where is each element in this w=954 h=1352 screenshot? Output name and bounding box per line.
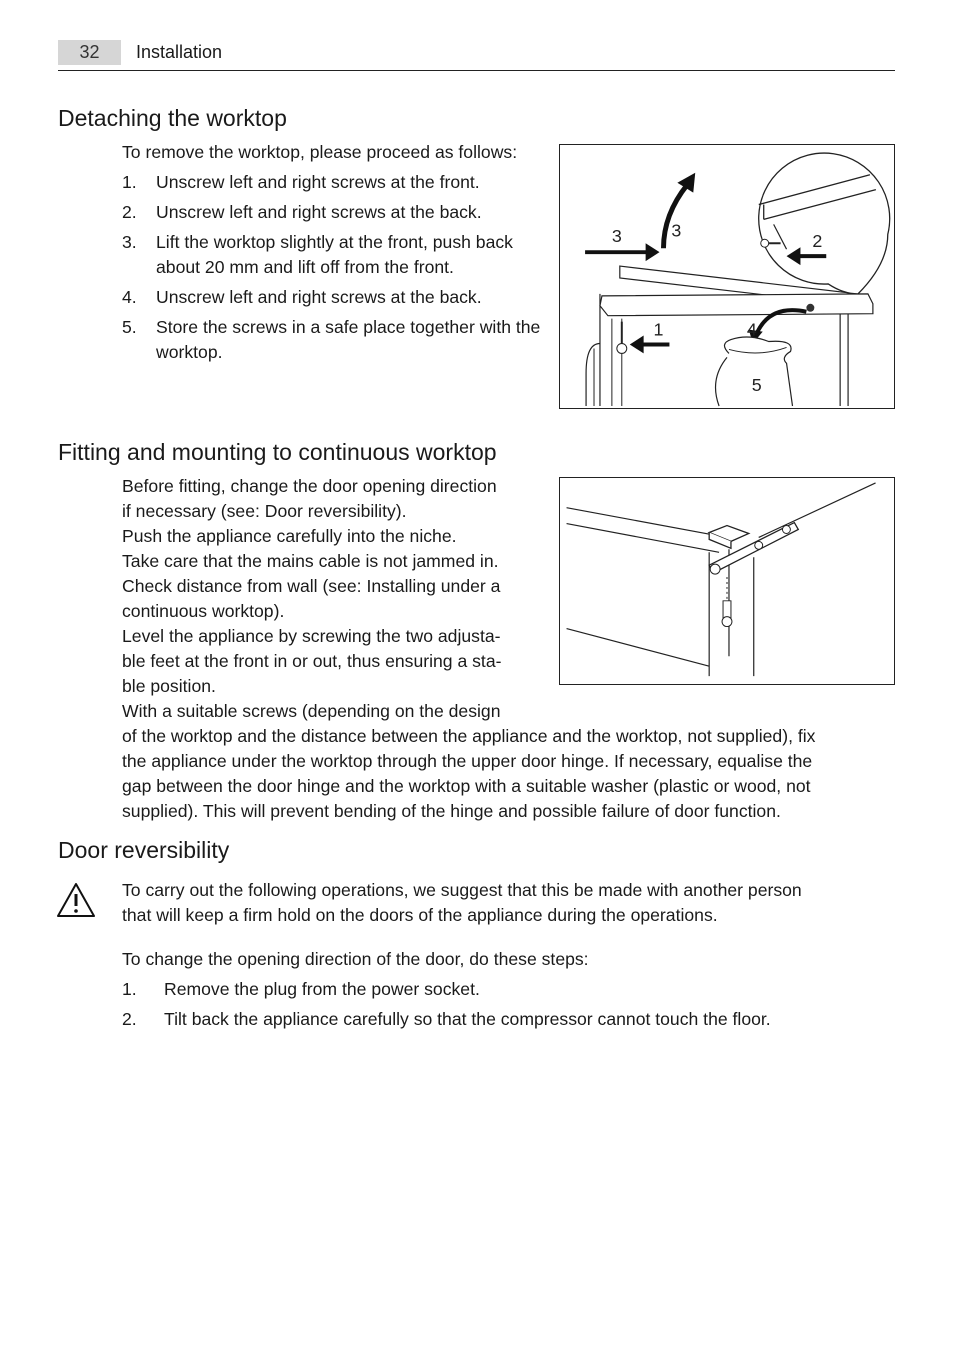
- list-item: [122, 315, 552, 365]
- figure-label-4: 4: [746, 319, 757, 340]
- figure-label-5: 5: [751, 375, 762, 396]
- list-item: [122, 230, 552, 280]
- fitting-line: Push the appliance carefully into the niche.: [122, 526, 457, 546]
- fitting-line: the appliance under the worktop through the upper door hinge. If necessary, equalise the: [122, 751, 813, 771]
- step-text: Unscrew left and right screws at the back.: [156, 287, 482, 307]
- fitting-line: supplied). This will prevent bending of the hinge and possible failure of door function.: [122, 801, 781, 821]
- step-number: 5.: [122, 317, 137, 337]
- door-steps: [122, 977, 892, 1037]
- fitting-line: With a suitable screws (depending on the design: [122, 701, 501, 721]
- detaching-steps: [122, 170, 552, 370]
- step-text: Remove the plug from the power socket.: [164, 979, 480, 999]
- figure-label-3a: 3: [611, 226, 622, 247]
- fitting-line: ble position.: [122, 676, 216, 696]
- step-text: Store the screws in a safe place together with the worktop.: [156, 317, 541, 362]
- fitting-line: Level the appliance by screwing the two adjusta-: [122, 626, 501, 646]
- fitting-heading: Fitting and mounting to continuous worktop: [58, 439, 497, 465]
- list-item: [122, 977, 892, 1002]
- step-number: 1.: [122, 979, 137, 999]
- list-item: [122, 285, 552, 310]
- worktop-removal-illustration: [560, 145, 894, 408]
- fitting-line: Check distance from wall (see: Installing under a: [122, 576, 501, 596]
- step-number: 3.: [122, 232, 137, 252]
- list-item: [122, 170, 552, 195]
- detaching-heading: Detaching the worktop: [58, 105, 287, 131]
- step-text: Tilt back the appliance carefully so that the compressor cannot touch the floor.: [164, 1009, 771, 1029]
- step-number: 2.: [122, 202, 137, 222]
- page-number-badge: 32: [58, 40, 121, 65]
- warning-line: To carry out the following operations, we suggest that this be made with another person: [122, 880, 802, 900]
- fitting-line: if necessary (see: Door reversibility).: [122, 501, 407, 521]
- hinge-illustration: [560, 478, 894, 684]
- step-text: Lift the worktop slightly at the front, push back about 20 mm and lift off from the front.: [156, 232, 513, 277]
- fitting-line: of the worktop and the distance between the appliance and the worktop, not supplied), fix: [122, 726, 816, 746]
- figure-label-3b: 3: [671, 220, 682, 241]
- step-number: 1.: [122, 172, 137, 192]
- fitting-line: Take care that the mains cable is not jammed in.: [122, 551, 499, 571]
- door-heading: Door reversibility: [58, 837, 230, 863]
- list-item: [122, 1007, 892, 1032]
- fitting-text-wide: [122, 724, 892, 824]
- hinge-figure: [559, 477, 895, 685]
- step-text: Unscrew left and right screws at the front.: [156, 172, 480, 192]
- figure-label-1: 1: [653, 319, 664, 340]
- header-divider: [58, 70, 895, 71]
- fitting-line: Before fitting, change the door opening direction: [122, 476, 497, 496]
- worktop-removal-figure: [559, 144, 895, 409]
- list-item: [122, 200, 552, 225]
- step-text: Unscrew left and right screws at the back.: [156, 202, 482, 222]
- warning-text: [122, 878, 892, 928]
- step-number: 4.: [122, 287, 137, 307]
- detaching-intro: To remove the worktop, please proceed as follows:: [122, 142, 518, 162]
- door-intro: To change the opening direction of the door, do these steps:: [122, 949, 589, 969]
- fitting-line: continuous worktop).: [122, 601, 285, 621]
- fitting-line: gap between the door hinge and the worktop with a suitable washer (plastic or wood, not: [122, 776, 811, 796]
- fitting-text-narrow: [122, 474, 552, 724]
- figure-label-2: 2: [812, 231, 823, 252]
- warning-icon: [56, 882, 96, 918]
- fitting-line: ble feet at the front in or out, thus ensuring a sta-: [122, 651, 502, 671]
- section-title: Installation: [136, 42, 223, 62]
- warning-line: that will keep a firm hold on the doors of the appliance during the operations.: [122, 905, 718, 925]
- step-number: 2.: [122, 1009, 137, 1029]
